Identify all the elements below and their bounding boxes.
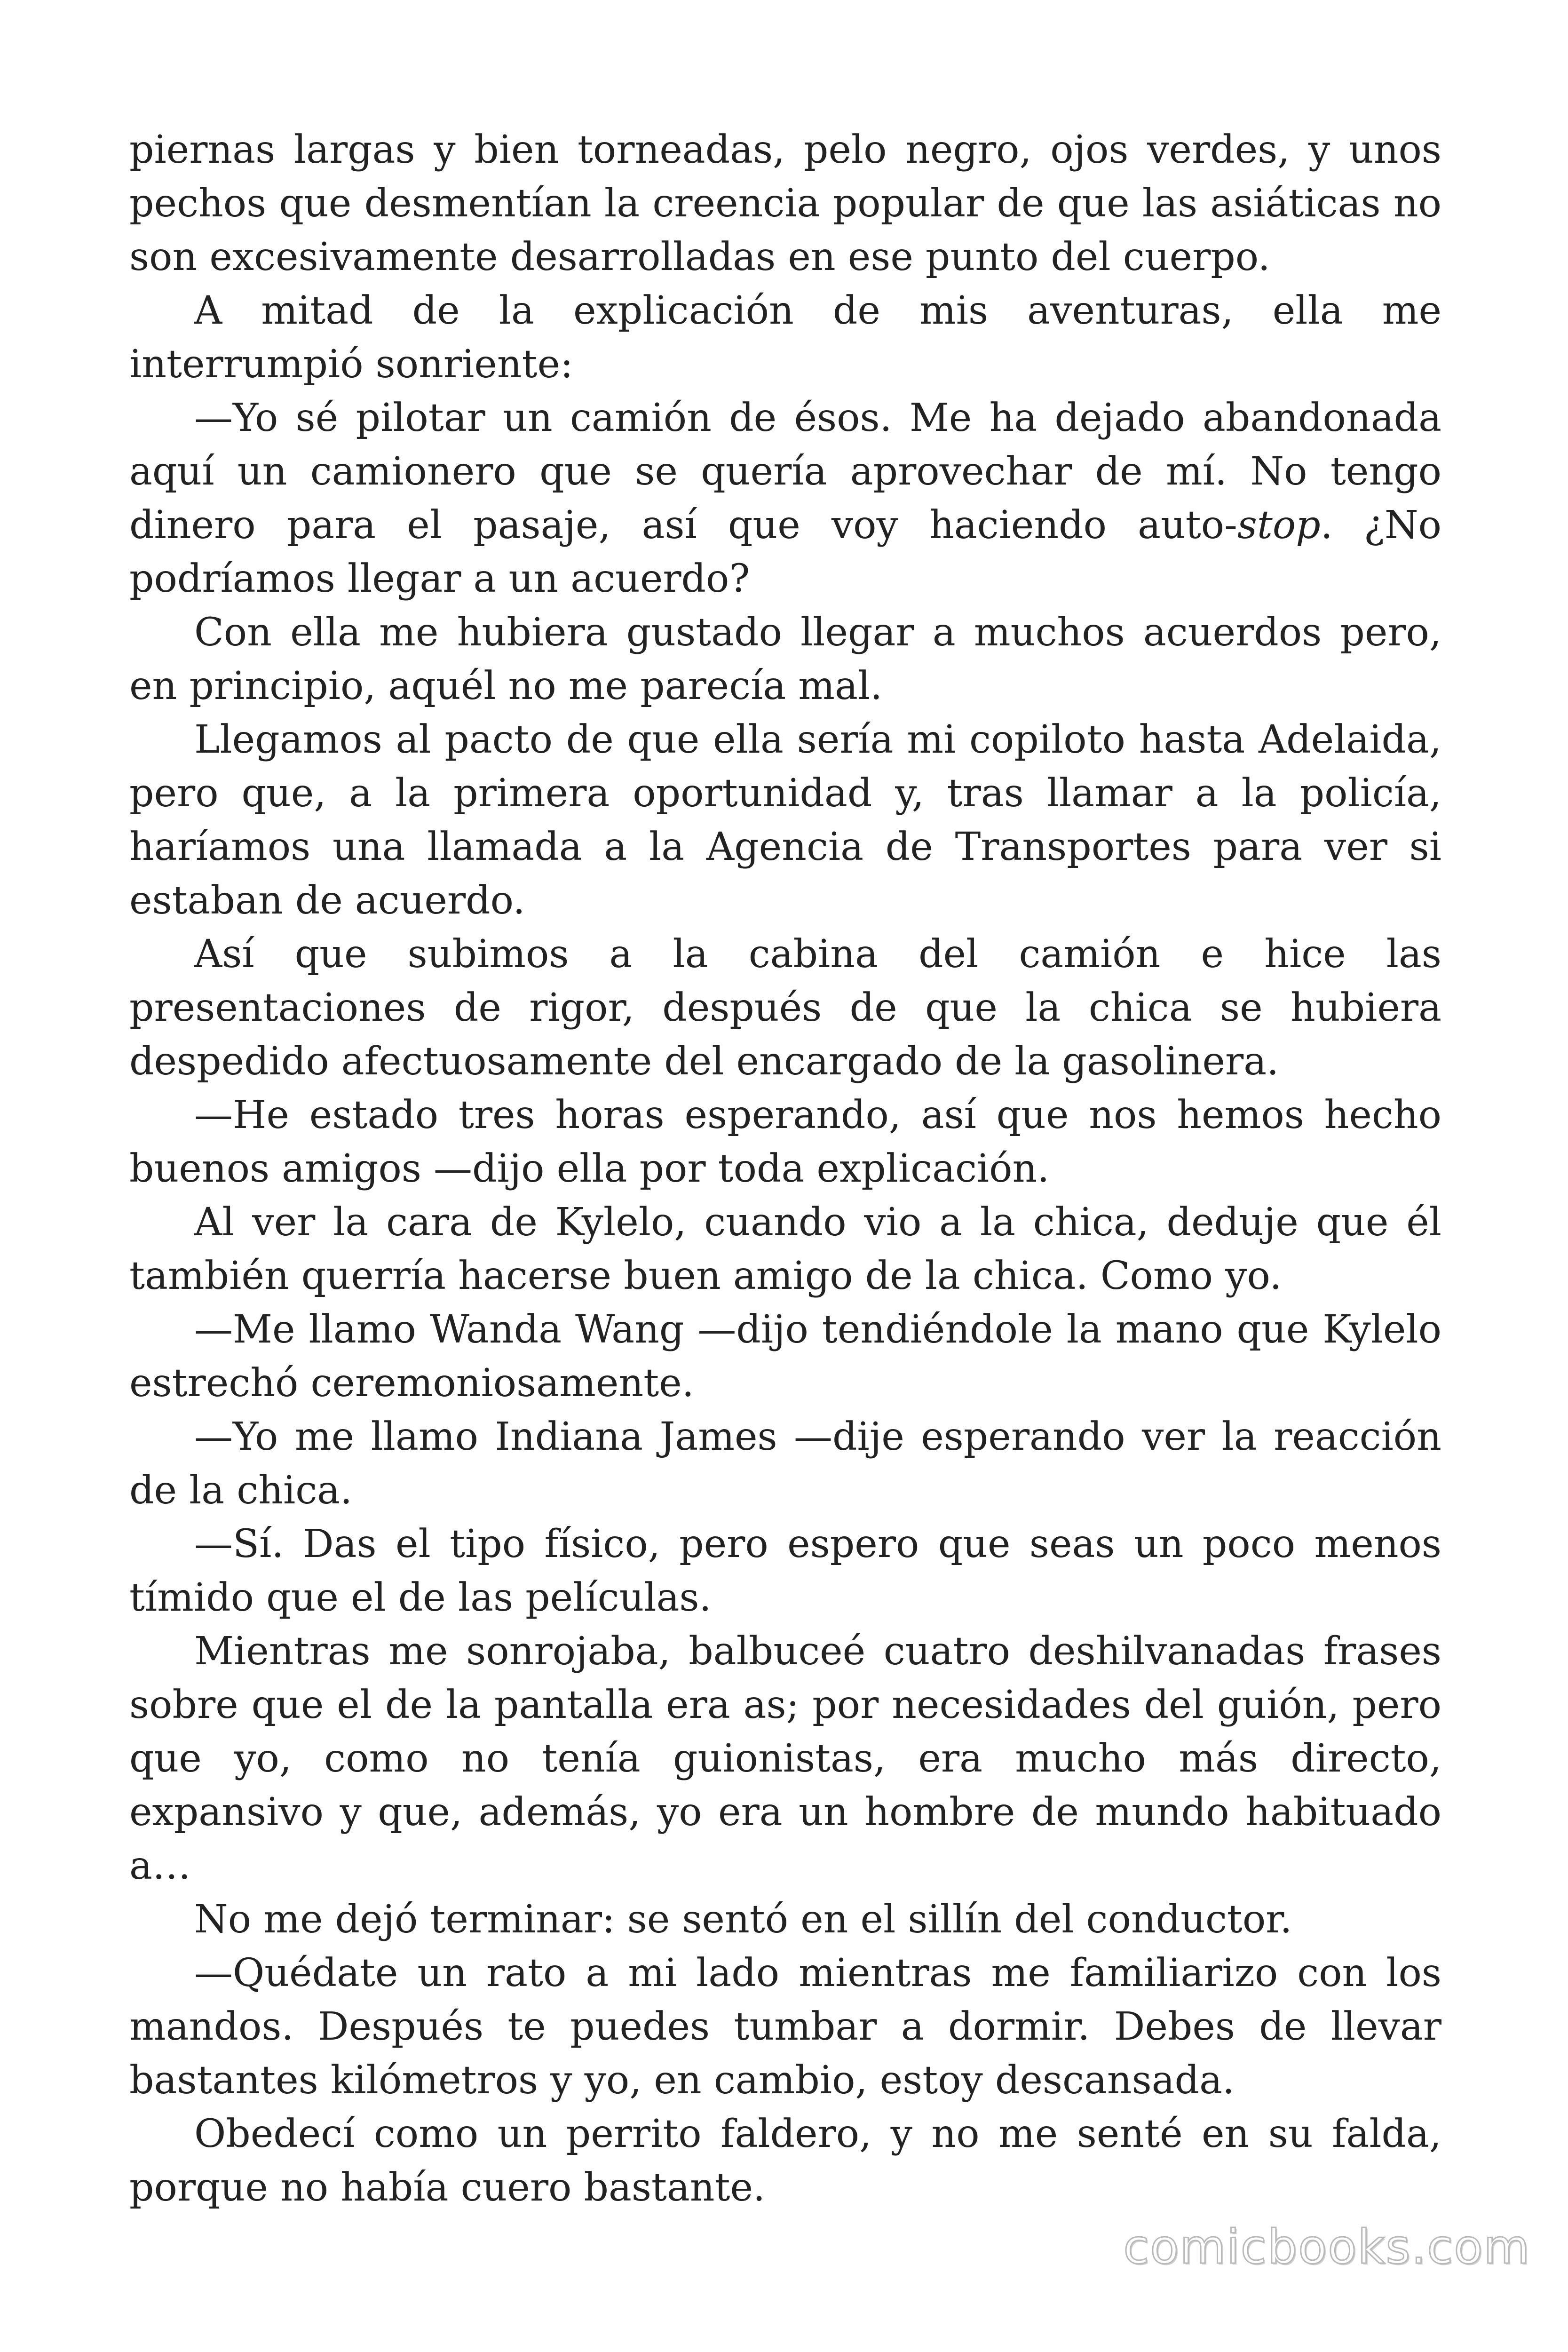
body-text	[129, 123, 1441, 2215]
paragraph-10: —Yo me llamo Indiana James —dije esperando ver la reacción de la chica.	[129, 1414, 1441, 1513]
watermark: comicbooks.com	[1123, 2219, 1530, 2274]
paragraph-5: Llegamos al pacto de que ella sería mi copiloto hasta Adelaida, pero que, a la primera oportunidad y, tras llamar a la policía, haríamos una llamada a la Agencia de Transportes para ver si estaban de acuerdo.	[129, 717, 1441, 923]
paragraph-4: Con ella me hubiera gustado llegar a muchos acuerdos pero, en principio, aquél no me parecía mal.	[129, 610, 1441, 708]
paragraph-8: Al ver la cara de Kylelo, cuando vio a la chica, deduje que él también querría hacerse buen amigo de la chica. Como yo.	[129, 1200, 1441, 1298]
paragraph-13: No me dejó terminar: se sentó en el sillín del conductor.	[194, 1897, 1292, 1942]
italic-word-stop: stop	[1237, 503, 1321, 548]
paragraph-6: Así que subimos a la cabina del camión e hice las presentaciones de rigor, después de que la chica se hubiera despedido afectuosamente del encargado de la gasolinera.	[129, 932, 1441, 1084]
paragraph-3	[129, 391, 1441, 606]
paragraph-3-text-before: —Yo sé pilotar un camión de ésos. Me ha dejado abandonada aquí un camionero que se quería aprovechar de mí. No tengo dinero para el pasaje, así que voy haciendo auto-	[129, 396, 1441, 548]
paragraph-1: piernas largas y bien torneadas, pelo negro, ojos verdes, y unos pechos que desmentían la creencia popular de que las asiáticas no son excesivamente desarrolladas en ese punto del cuerpo.	[129, 127, 1441, 279]
paragraph-9: —Me llamo Wanda Wang —dijo tendiéndole la mano que Kylelo estrechó ceremoniosamente.	[129, 1307, 1441, 1406]
paragraph-11: —Sí. Das el tipo físico, pero espero que seas un poco menos tímido que el de las películas.	[129, 1522, 1441, 1620]
paragraph-12: Mientras me sonrojaba, balbuceé cuatro deshilvanadas frases sobre que el de la pantalla era as; por necesidades del guión, pero que yo, como no tenía guionistas, era mucho más directo, expansivo y que, además, yo era un hombre de mundo habituado a…	[129, 1629, 1441, 1888]
paragraph-14: —Quédate un rato a mi lado mientras me familiarizo con los mandos. Después te puedes tumbar a dormir. Debes de llevar bastantes kilómetros y yo, en cambio, estoy descansada.	[129, 1951, 1441, 2103]
paragraph-15: Obedecí como un perrito faldero, y no me senté en su falda, porque no había cuero bastante.	[129, 2112, 1441, 2210]
paragraph-7: —He estado tres horas esperando, así que nos hemos hecho buenos amigos —dijo ella por toda explicación.	[129, 1093, 1441, 1191]
paragraph-3-text-after: . ¿No podríamos llegar a un acuerdo?	[129, 503, 1441, 601]
paragraph-2: A mitad de la explicación de mis aventuras, ella me interrumpió sonriente:	[129, 288, 1441, 387]
